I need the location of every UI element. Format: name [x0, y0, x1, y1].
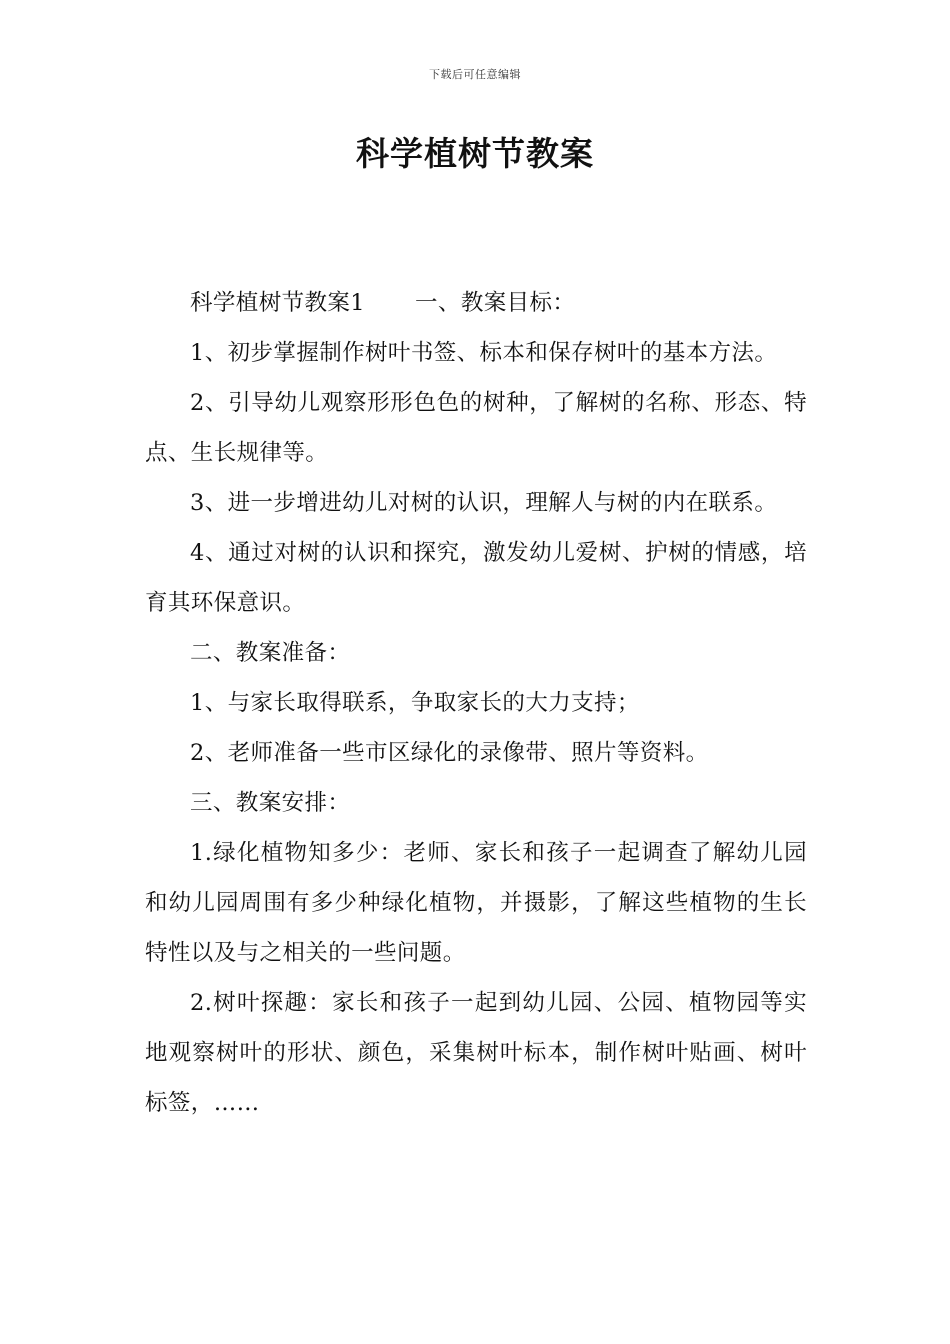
paragraph-goal-3: 3、进一步增进幼儿对树的认识，理解人与树的内在联系。 [190, 490, 778, 516]
paragraph-prep-1: 1、与家长取得联系，争取家长的大力支持； [190, 690, 640, 716]
section-heading-preparation: 二、教案准备： [190, 640, 351, 666]
intro-label: 科学植树节教案1 [190, 290, 366, 316]
paragraph-goal-1: 1、初步掌握制作树叶书签、标本和保存树叶的基本方法。 [190, 340, 778, 366]
document-body [145, 278, 807, 1128]
section-heading-goals: 一、教案目标： [415, 290, 576, 316]
page-header-note: 下载后可任意编辑 [429, 68, 521, 81]
paragraph-goal-2: 2、引导幼儿观察形形色色的树种，了解树的名称、形态、特点、生长规律等。 [145, 390, 807, 466]
paragraph-prep-2: 2、老师准备一些市区绿化的录像带、照片等资料。 [190, 740, 709, 766]
paragraph-arrangement-2: 2.树叶探趣：家长和孩子一起到幼儿园、公园、植物园等实地观察树叶的形状、颜色，采集树叶标本，制作树叶贴画、树叶标签，…… [145, 990, 807, 1116]
intro-line [145, 278, 807, 328]
paragraph-goal-4: 4、通过对树的认识和探究，激发幼儿爱树、护树的情感，培育其环保意识。 [145, 540, 807, 616]
document-title: 科学植树节教案 [356, 134, 594, 173]
section-heading-arrangement: 三、教案安排： [190, 790, 351, 816]
paragraph-arrangement-1: 1.绿化植物知多少：老师、家长和孩子一起调查了解幼儿园和幼儿园周围有多少种绿化植物，并摄影，了解这些植物的生长特性以及与之相关的一些问题。 [145, 840, 807, 966]
